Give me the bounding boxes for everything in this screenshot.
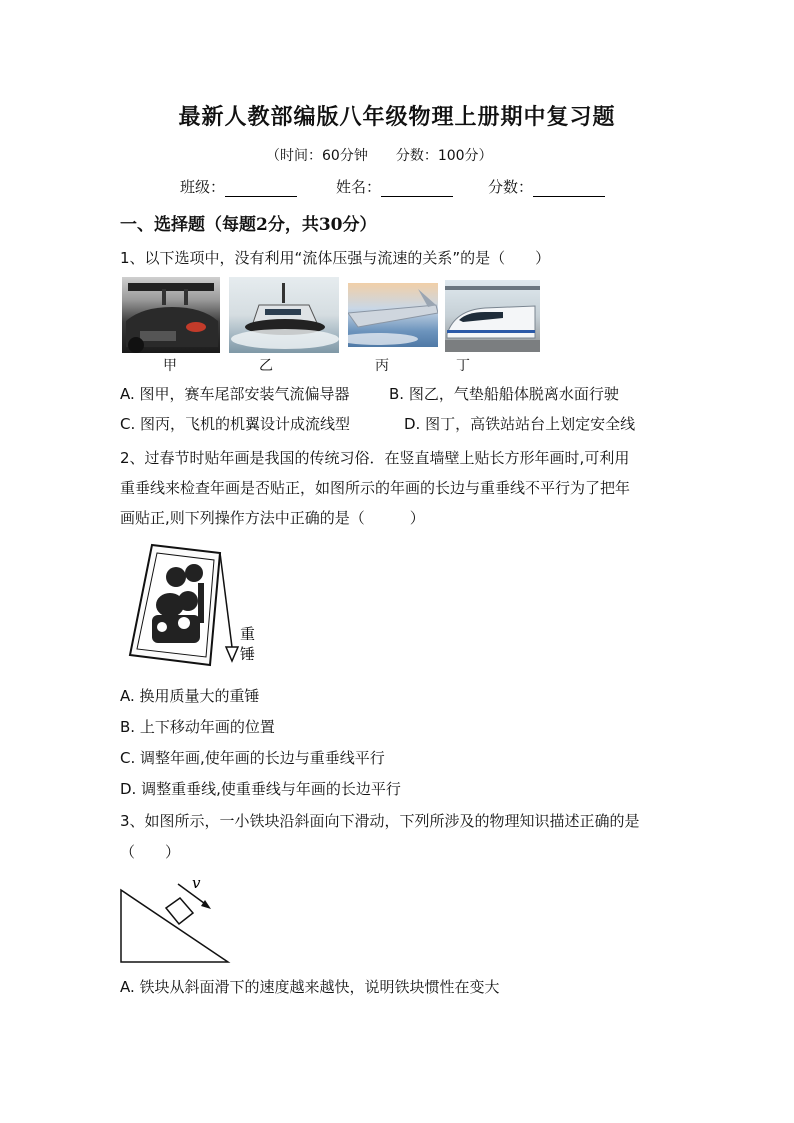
question-3-line-2: （ ） bbox=[120, 843, 181, 861]
exam-subtitle: （时间：60分钟 分数：100分） bbox=[266, 148, 493, 164]
hovercraft-icon bbox=[229, 277, 339, 353]
caption-yi: 乙 bbox=[259, 358, 273, 374]
score-blank[interactable] bbox=[533, 180, 605, 197]
score-label: 分数： bbox=[488, 178, 534, 196]
q2-option-b[interactable]: B. 上下移动年画的位置 bbox=[120, 718, 275, 736]
q1-option-d[interactable]: D. 图丁，高铁站站台上划定安全线 bbox=[404, 415, 636, 433]
name-blank[interactable] bbox=[381, 180, 453, 197]
question-2-line-2: 重垂线来检查年画是否贴正，如图所示的年画的长边与重垂线不平行为了把年 bbox=[120, 479, 631, 497]
q2-option-d[interactable]: D. 调整重垂线,使重垂线与年画的长边平行 bbox=[120, 780, 401, 798]
caption-ding: 丁 bbox=[456, 358, 470, 374]
plumb-label-top: 重 bbox=[240, 625, 256, 643]
race-car-icon bbox=[122, 277, 220, 353]
new-year-picture-figure bbox=[126, 543, 266, 668]
question-2-line-1: 2、过春节时贴年画是我国的传统习俗．在竖直墙壁上贴长方形年画时,可利用 bbox=[120, 449, 630, 467]
wing-icon bbox=[348, 283, 438, 347]
class-field bbox=[180, 176, 297, 197]
q1-option-a[interactable]: A. 图甲，赛车尾部安装气流偏导器 bbox=[120, 385, 350, 403]
name-field bbox=[336, 176, 453, 197]
q1-option-b[interactable]: B. 图乙，气垫船船体脱离水面行驶 bbox=[389, 385, 619, 403]
question-2-line-3: 画贴正,则下列操作方法中正确的是（ ） bbox=[120, 509, 425, 527]
caption-bing: 丙 bbox=[375, 358, 389, 374]
caption-jia: 甲 bbox=[163, 358, 177, 374]
high-speed-train-photo bbox=[445, 280, 540, 352]
train-icon bbox=[445, 280, 540, 352]
q3-option-a[interactable]: A. 铁块从斜面滑下的速度越来越快，说明铁块惯性在变大 bbox=[120, 978, 500, 996]
question-3-line-1: 3、如图所示，一小铁块沿斜面向下滑动，下列所涉及的物理知识描述正确的是 bbox=[120, 812, 640, 830]
score-field bbox=[488, 176, 605, 197]
q2-option-c[interactable]: C. 调整年画,使年画的长边与重垂线平行 bbox=[120, 749, 385, 767]
airplane-wing-photo bbox=[348, 283, 438, 347]
class-label: 班级： bbox=[180, 178, 226, 196]
name-label: 姓名： bbox=[336, 178, 382, 196]
race-car-photo bbox=[122, 277, 220, 353]
page-title: 最新人教部编版八年级物理上册期中复习题 bbox=[178, 104, 616, 130]
q2-option-a[interactable]: A. 换用质量大的重锤 bbox=[120, 687, 260, 705]
hovercraft-photo bbox=[229, 277, 339, 353]
class-blank[interactable] bbox=[225, 180, 297, 197]
plumb-label-bottom: 锤 bbox=[240, 645, 256, 663]
incline-figure bbox=[118, 872, 238, 967]
q1-option-c[interactable]: C. 图丙，飞机的机翼设计成流线型 bbox=[120, 415, 351, 433]
section-heading: 一、选择题（每题2分，共30分） bbox=[120, 215, 377, 235]
question-1-stem: 1、以下选项中，没有利用“流体压强与流速的关系”的是（ ） bbox=[120, 249, 551, 267]
velocity-label: v bbox=[192, 874, 201, 892]
